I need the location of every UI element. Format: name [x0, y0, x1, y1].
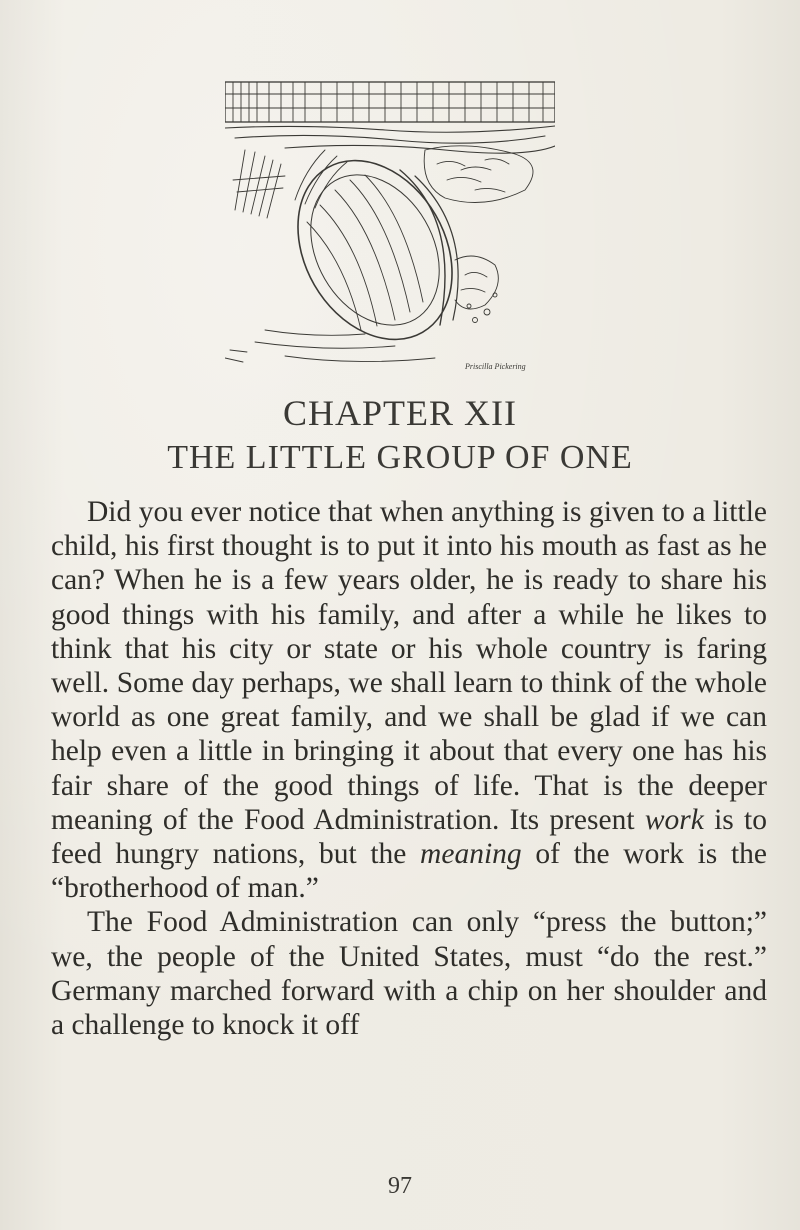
page-number: 97 [388, 1173, 412, 1199]
text-segment: Did you ever notice that when anything is given to a little child, his first thought is to put it into his mouth as fast as he can? When he is a few years older, he is ready to share his good things with his family, and after a while he likes to think that his city or state or his whole country is faring well. Some day perhaps, we shall learn to think of the whole world as one great family, and we shall be glad if we can help even a little in bringing it about that every one has his fair share of the good things of life. That is the deeper meaning of the Food Administration. Its present [51, 496, 767, 836]
text-segment: The Food Administration can only “press the button;” we, the people of the United States, must “do the rest.” Germany marched forward with a chip on her shoulder and a challenge to knock it off [51, 906, 767, 1042]
chapter-number: CHAPTER XII [283, 393, 517, 433]
body-text [51, 495, 767, 1042]
italic-text: meaning [420, 838, 522, 871]
paragraph [51, 495, 767, 905]
chapter-title: THE LITTLE GROUP OF ONE [167, 439, 633, 476]
paragraph [51, 905, 767, 1042]
barrel-in-grain-illustration [225, 80, 555, 380]
italic-text: work [644, 803, 704, 836]
text-segment: is to feed hungry nations, but the [51, 803, 767, 871]
illustration-signature: Priscilla Pickering [465, 362, 526, 371]
text-segment: of the work is the “brotherhood of man.” [51, 838, 767, 905]
